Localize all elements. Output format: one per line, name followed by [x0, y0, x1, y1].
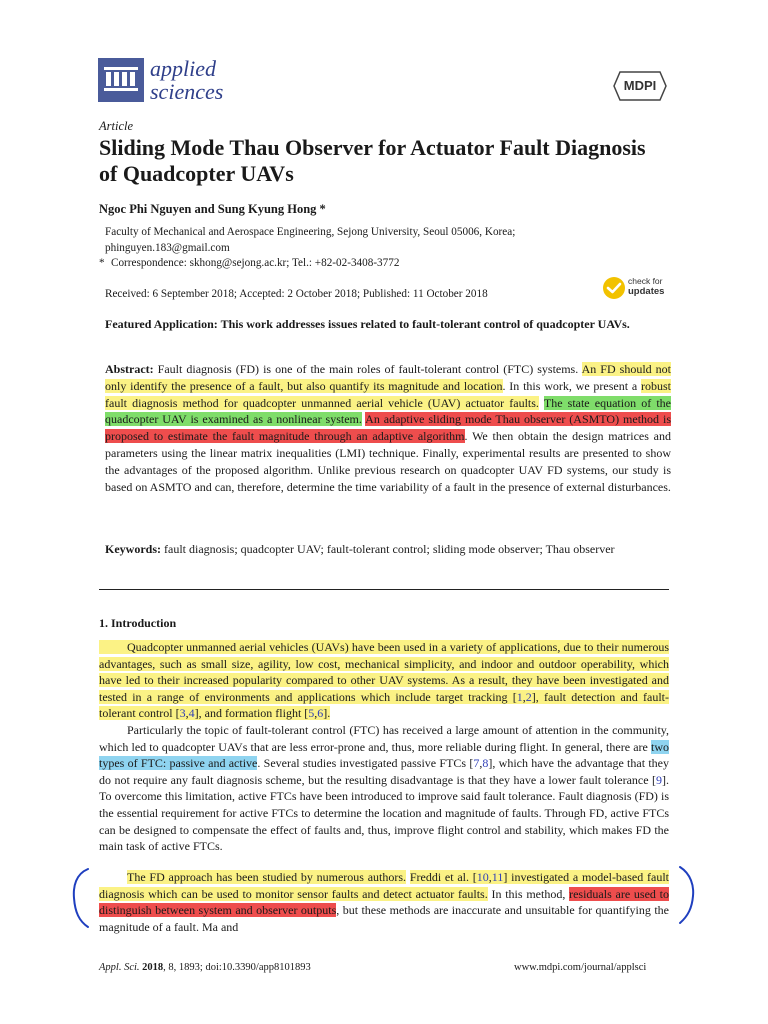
citation-link[interactable]: 4	[188, 706, 195, 721]
intro-paragraph-1	[99, 639, 669, 722]
highlight-green: The state equation of the quadcopter UAV is examined as a nonlinear system.	[105, 395, 671, 427]
journal-logo-icon	[98, 58, 144, 102]
citation-link[interactable]: 6	[317, 706, 324, 721]
citation-link[interactable]: 10	[476, 870, 489, 884]
highlight-blue: two types of FTC: passive and active	[99, 739, 669, 771]
citation-link[interactable]: 2	[525, 689, 532, 704]
check-line1: check for	[628, 276, 663, 286]
correspondence-text: Correspondence: skhong@sejong.ac.kr; Tel.: +82-02-3408-3772	[111, 257, 400, 269]
correspondence	[99, 256, 665, 272]
footer-citation: Appl. Sci. 2018, 8, 1893; doi:10.3390/app8101893	[99, 962, 311, 973]
keywords-label: Keywords:	[105, 542, 161, 556]
publisher-logo[interactable]	[612, 70, 668, 107]
affiliation: Faculty of Mechanical and Aerospace Engineering, Sejong University, Seoul 05006, Korea;	[105, 226, 516, 238]
abstract-text: . In this work, we present a	[502, 378, 641, 393]
highlight-red: An adaptive sliding mode Thau observer (ASMTO) method is proposed to estimate the fault magnitude through an adaptive algorithm	[105, 412, 671, 444]
article-type: Article	[99, 119, 134, 133]
citation-link[interactable]: 9	[656, 772, 662, 787]
abstract	[105, 361, 671, 495]
journal-name-line1: applied	[150, 56, 216, 81]
intro-paragraph-2: Particularly the topic of fault-tolerant control (FTC) has received a large amount of attention in the community, which led to quadcopter UAVs that are less error-prone and, thus, more reliable during flight. In general, there are two types of FTC: passive and active. Several studies investigated passive FTCs [7,8], which have the advantage that they do not require any fault diagnosis scheme, but the resulting disadvantage is that they have a lower fault tolerance [9]. To overcome this limitation, active FTCs have been introduced to improve said fault tolerance. Fault diagnosis (FD) is the essential requirement for active FTCs to determine the location and magnitude of faults. Through FD, active FTCs can be designed to compensate the effect of faults and, thus, improve flight control and stability, which makes FD the main task of active FTCs.	[99, 723, 669, 854]
abstract-text: Fault diagnosis (FD) is one of the main roles of fault-tolerant control (FTC) systems.	[153, 362, 582, 376]
publisher-logo-text: MDPI	[623, 78, 657, 93]
citation-link[interactable]: 11	[491, 870, 504, 884]
check-icon	[602, 276, 626, 300]
abstract-label: Abstract:	[105, 362, 154, 376]
featured-application: Featured Application: This work addresses issues related to fault-tolerant control of quadcopter UAVs.	[105, 317, 630, 331]
publication-dates: Received: 6 September 2018; Accepted: 2 October 2018; Published: 11 October 2018	[105, 288, 488, 300]
citation-link[interactable]: 7	[473, 756, 480, 771]
affiliations	[99, 225, 665, 272]
pen-bracket-right-icon	[676, 864, 698, 926]
highlight-yellow: Freddi et al. [10,11] investigated a model-based fault diagnosis which can be used to monitor sensor faults and detect actuator faults.	[99, 870, 670, 901]
keywords-text: fault diagnosis; quadcopter UAV; fault-tolerant control; sliding mode observer; Thau observer	[161, 542, 615, 556]
journal-name[interactable]	[150, 57, 223, 103]
abstract-text: . We then obtain the design matrices and parameters using the linear matrix inequalities (LMI) technique. Finally, experimental results are presented to show the advantages of the proposed algorithm. Unlike previous research on quadcopter UAV FD systems, our study is based on ASMTO and can, therefore, determine the time variability of a fault in the presence of external disturbances.	[105, 429, 672, 494]
pen-bracket-left-icon	[70, 866, 92, 930]
citation-link[interactable]: 8	[482, 756, 489, 771]
journal-name-line2: sciences	[150, 79, 224, 104]
correspondence-mark: *	[99, 257, 105, 269]
highlight-yellow: An FD should not only identify the presence of a fault, but also quantify its magnitude and location	[105, 362, 672, 393]
section-divider	[99, 589, 669, 590]
section-heading: 1. Introduction	[99, 616, 177, 630]
article-title: Sliding Mode Thau Observer for Actuator Fault Diagnosis of Quadcopter UAVs	[99, 135, 646, 186]
citation-link[interactable]: 3	[179, 706, 186, 721]
check-line2: updates	[628, 285, 665, 297]
highlight-red: residuals are used to distinguish between system and observer outputs	[99, 886, 669, 918]
author-email[interactable]: phinguyen.183@gmail.com	[105, 241, 230, 254]
authors: Ngoc Phi Nguyen and Sung Kyung Hong *	[99, 202, 326, 216]
citation-link[interactable]: 1	[516, 689, 523, 704]
citation-link[interactable]: 5	[308, 706, 315, 721]
intro-paragraph-3: The FD approach has been studied by numerous authors. Freddi et al. [10,11] investigated a model-based fault diagnosis which can be used to monitor sensor faults and detect actuator faults. In this method, residuals are used to distinguish between system and observer outputs, but these methods are inaccurate and unsuitable for quantifying the magnitude of a fault. Ma and	[99, 870, 670, 934]
highlight-yellow: Quadcopter unmanned aerial vehicles (UAVs) have been used in a variety of applications, due to their numerous advantages, such as small size, agility, low cost, mechanical simplicity, and indoor and outdoor operability, which have led to their increased popularity compared to other UAV systems. As a result, they have been investigated and tested in a range of environments and applications which include target tracking [1,2], fault detection and fault-tolerant control [3,4], and formation flight [5,6].	[99, 640, 670, 721]
check-for-updates-badge[interactable]	[602, 276, 672, 304]
highlight-yellow: robust fault diagnosis method for quadcopter unmanned aerial vehicle (UAV) actuator faults.	[105, 378, 671, 410]
footer-journal-url[interactable]: www.mdpi.com/journal/applsci	[514, 962, 647, 973]
keywords	[105, 541, 671, 558]
highlight-yellow: The FD approach has been studied by numerous authors.	[127, 870, 407, 884]
